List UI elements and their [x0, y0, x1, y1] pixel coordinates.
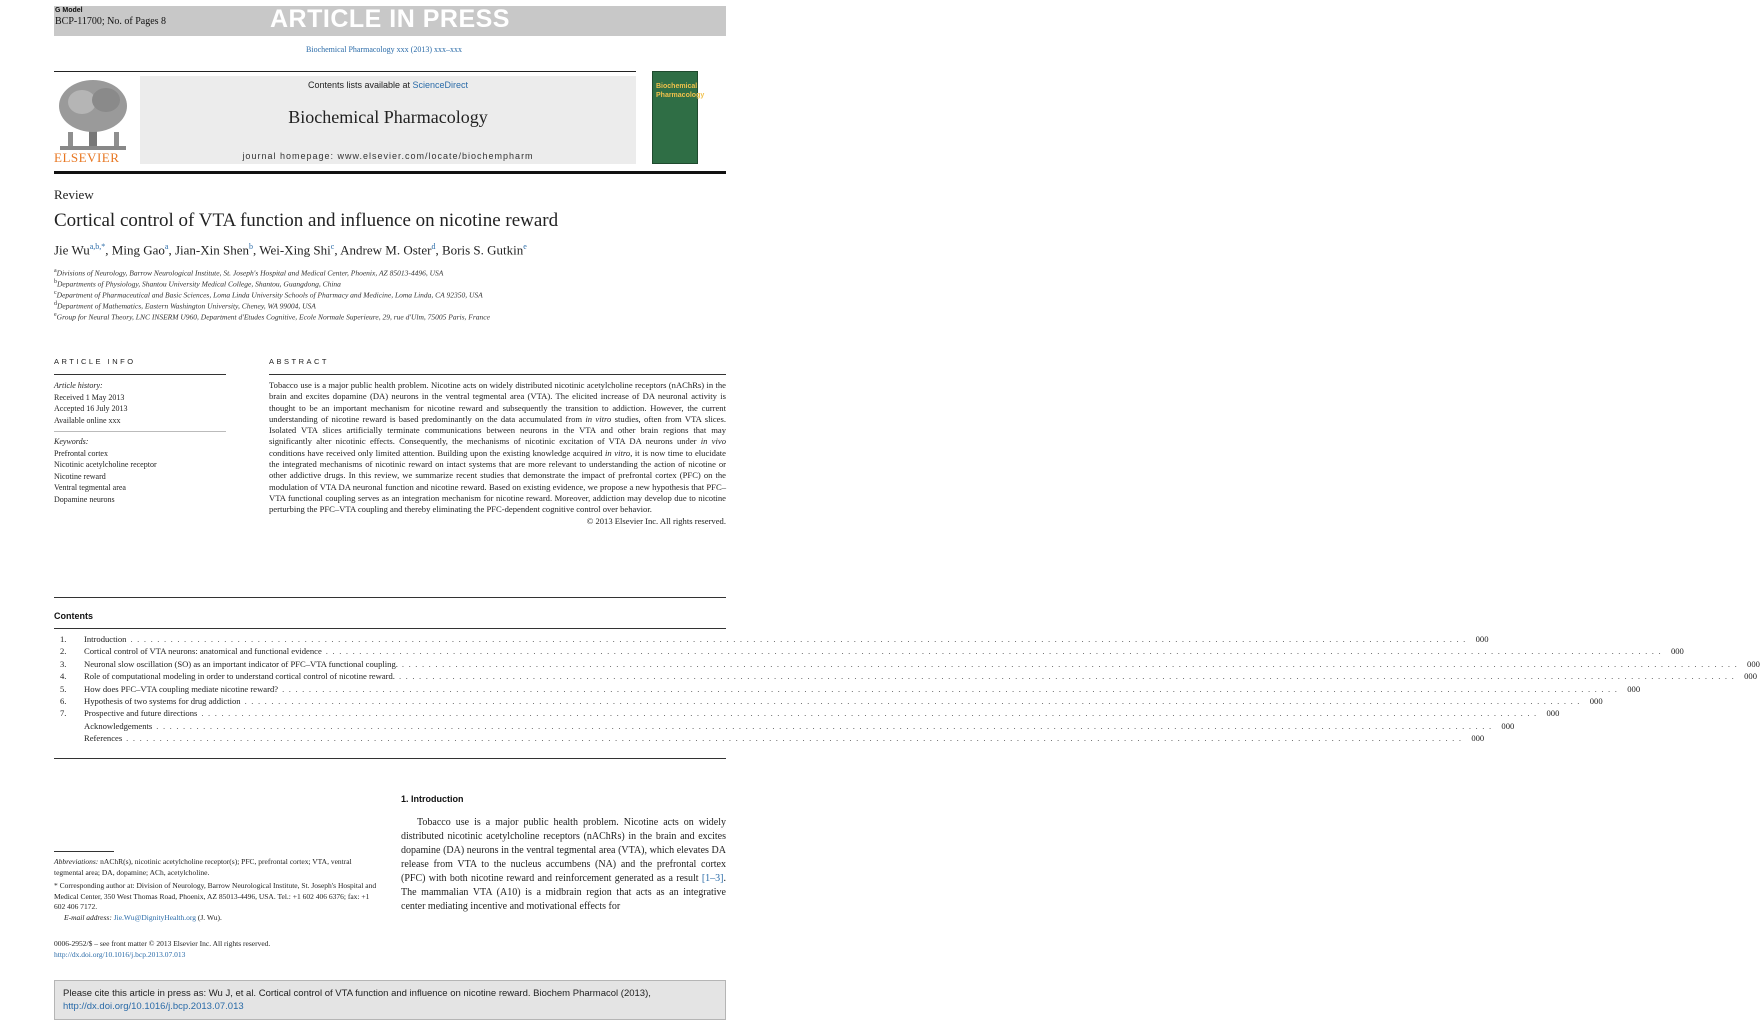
toc-entry[interactable] [60, 646, 1684, 658]
footnote-rule [54, 851, 114, 852]
contents-available-line [140, 80, 636, 90]
article-history [54, 380, 226, 505]
toc-leader-dots: . . . . . . . . . . . . . . . . . . . . . . . . . . . . . . . . . . . . . . . . . . . . . . . . . . . . . . . . . . . . . . . . . . . . . . . . . . . . . . . . . . . . . . . . . . . . . . . . . . . . . . . . . . . . . . . . . . . . . . . . . . . . . . . . . . . . . . . . . . . . . . . . . . . . . . . . . . . . . . . . . . . . . . . . . . . . . . . . . . . . . . . . . . . . . . . . . . . . . . . . [130, 634, 1467, 644]
doi-link[interactable]: http://dx.doi.org/10.1016/j.bcp.2013.07.013 [54, 950, 186, 959]
issn-line: 0006-2952/$ – see front matter © 2013 Elsevier Inc. All rights reserved. [54, 939, 271, 948]
accepted-date: Accepted 16 July 2013 [54, 404, 128, 413]
author-affiliation-marker[interactable]: c [330, 242, 335, 251]
toc-leader-dots: . . . . . . . . . . . . . . . . . . . . . . . . . . . . . . . . . . . . . . . . . . . . . . . . . . . . . . . . . . . . . . . . . . . . . . . . . . . . . . . . . . . . . . . . . . . . . . . . . . . . . . . . . . . . . . . . . . . . . . . . . . . . . . . . . . . . . . . . . . . . . . . . . . . . . . . . . . . . . . . . . . . . . . . . . . . . . . . . . . . . . . . . . . . . . . . . . . . . . . . . [325, 646, 1662, 657]
affiliation-key: a [54, 268, 57, 274]
keywords-label: Keywords: [54, 437, 89, 446]
author-affiliation-marker[interactable]: a,b,* [89, 242, 106, 251]
toc-title[interactable]: Prospective and future directions [84, 708, 198, 719]
affiliation-key: b [54, 279, 57, 285]
keyword: Prefrontal cortex [54, 448, 108, 458]
abbreviations-note: Abbreviations: nAChR(s), nicotinic acetylcholine receptor(s); PFC, prefrontal cortex; VTA, ventral tegmental area; DA, dopamine; ACh, acetylcholine. [54, 857, 352, 877]
toc-title[interactable]: Cortical control of VTA neurons: anatomical and functional evidence [84, 646, 322, 657]
toc-number: 5. [60, 683, 67, 694]
author-separator: , [105, 242, 112, 258]
toc-page-number: 000 [1670, 646, 1684, 657]
author-separator: , [334, 242, 341, 258]
affiliation-line [54, 312, 490, 322]
toc-number: 1. [60, 634, 67, 644]
toc-title[interactable]: Acknowledgements [84, 720, 153, 731]
affiliation-key: e [54, 312, 57, 318]
abstract-bottom-rule [54, 597, 726, 598]
toc-page-number: 000 [1546, 708, 1560, 719]
author-affiliation-marker[interactable]: d [431, 242, 436, 251]
author-list [54, 242, 527, 258]
toc-entry[interactable] [60, 733, 1485, 745]
author-name: Andrew M. Oster [340, 242, 432, 258]
toc-entry[interactable] [60, 720, 1515, 733]
author-name: Jian-Xin Shen [174, 242, 249, 258]
author-separator: , [435, 242, 442, 258]
toc-page-number: 000 [1627, 683, 1641, 694]
toc-leader-dots: . . . . . . . . . . . . . . . . . . . . . . . . . . . . . . . . . . . . . . . . . . . . . . . . . . . . . . . . . . . . . . . . . . . . . . . . . . . . . . . . . . . . . . . . . . . . . . . . . . . . . . . . . . . . . . . . . . . . . . . . . . . . . . . . . . . . . . . . . . . . . . . . . . . . . . . . . . . . . . . . . . . . . . . . . . . . . . . . . . . . . . . . . . . . . . . . . . . . . . . . [201, 708, 1538, 719]
toc-leader-dots: . . . . . . . . . . . . . . . . . . . . . . . . . . . . . . . . . . . . . . . . . . . . . . . . . . . . . . . . . . . . . . . . . . . . . . . . . . . . . . . . . . . . . . . . . . . . . . . . . . . . . . . . . . . . . . . . . . . . . . . . . . . . . . . . . . . . . . . . . . . . . . . . . . . . . . . . . . . . . . . . . . . . . . . . . . . . . . . . . . . . . . . . . . . . . . . . . . . . . . . . [282, 683, 1619, 694]
toc-title[interactable]: Introduction [84, 634, 127, 644]
toc-page-number: 000 [1744, 671, 1757, 682]
author-name: Jie Wu [54, 242, 90, 258]
elsevier-wordmark: ELSEVIER [54, 150, 120, 165]
toc-number: 7. [60, 708, 67, 719]
toc-entry[interactable] [60, 658, 1760, 671]
affiliation-line [54, 268, 443, 278]
article-type: Review [54, 187, 94, 202]
manuscript-id: BCP-11700; No. of Pages 8 [55, 16, 167, 27]
toc-title[interactable]: How does PFC–VTA coupling mediate nicotine reward? [84, 683, 279, 694]
affiliation-key: d [54, 301, 57, 307]
masthead-bottom-rule [54, 171, 726, 174]
contents-bottom-rule [54, 758, 726, 759]
affiliation-line [54, 290, 483, 300]
toc-number: 6. [60, 696, 67, 706]
article-in-press-title: ARTICLE IN PRESS [270, 5, 510, 33]
abstract-rule [269, 374, 726, 375]
toc-leader-dots: . . . . . . . . . . . . . . . . . . . . . . . . . . . . . . . . . . . . . . . . . . . . . . . . . . . . . . . . . . . . . . . . . . . . . . . . . . . . . . . . . . . . . . . . . . . . . . . . . . . . . . . . . . . . . . . . . . . . . . . . . . . . . . . . . . . . . . . . . . . . . . . . . . . . . . . . . . . . . . . . . . . . . . . . . . . . . . . . . . . . . . . . . . . . . . . . . . . . . . . . [126, 733, 1463, 744]
email-note: E-mail address: Jie.Wu@DignityHealth.org (J. Wu). [64, 912, 222, 922]
article-info-heading: ARTICLE INFO [54, 357, 136, 366]
journal-name: Biochemical Pharmacology [288, 107, 488, 127]
toc-number: 4. [60, 671, 67, 682]
contents-available-text: Contents lists available at [307, 80, 413, 90]
copyright-notice: © 2013 Elsevier Inc. All rights reserved. [586, 515, 726, 526]
author-affiliation-marker[interactable]: e [523, 242, 527, 251]
keyword: Nicotinic acetylcholine receptor [54, 460, 157, 469]
toc-page-number: 000 [1501, 720, 1515, 731]
contents-top-rule [54, 628, 726, 629]
toc-page-number: 000 [1747, 658, 1760, 669]
toc-leader-dots: . . . . . . . . . . . . . . . . . . . . . . . . . . . . . . . . . . . . . . . . . . . . . . . . . . . . . . . . . . . . . . . . . . . . . . . . . . . . . . . . . . . . . . . . . . . . . . . . . . . . . . . . . . . . . . . . . . . . . . . . . . . . . . . . . . . . . . . . . . . . . . . . . . . . . . . . . . . . . . . . . . . . . . . . . . . . . . . . . . . . . . . . . . . . . . . . . . . . . . . . [156, 720, 1493, 731]
toc-number: 3. [60, 658, 67, 669]
journal-citation-line[interactable]: Biochemical Pharmacology xxx (2013) xxx–xxx [306, 45, 462, 54]
toc-leader-dots: . . . . . . . . . . . . . . . . . . . . . . . . . . . . . . . . . . . . . . . . . . . . . . . . . . . . . . . . . . . . . . . . . . . . . . . . . . . . . . . . . . . . . . . . . . . . . . . . . . . . . . . . . . . . . . . . . . . . . . . . . . . . . . . . . . . . . . . . . . . . . . . . . . . . . . . . . . . . . . . . . . . . . . . . . . . . . . . . . . . . . . . . . . . . . . . . . . . . . . . . [401, 658, 1738, 669]
author-separator: , [168, 242, 175, 258]
toc-entry[interactable] [60, 696, 1603, 708]
toc-leader-dots: . . . . . . . . . . . . . . . . . . . . . . . . . . . . . . . . . . . . . . . . . . . . . . . . . . . . . . . . . . . . . . . . . . . . . . . . . . . . . . . . . . . . . . . . . . . . . . . . . . . . . . . . . . . . . . . . . . . . . . . . . . . . . . . . . . . . . . . . . . . . . . . . . . . . . . . . . . . . . . . . . . . . . . . . . . . . . . . . . . . . . . . . . . . . . . . . . . . . . . . . [244, 696, 1581, 706]
toc-number: 2. [60, 646, 67, 657]
author-name: Wei-Xing Shi [259, 242, 331, 258]
affiliation-text: Department of Pharmaceutical and Basic Sciences, Loma Linda University Schools of Pharmacy and Medicine, Loma Linda, CA 92350, USA [56, 290, 483, 300]
sciencedirect-link[interactable]: ScienceDirect [412, 80, 469, 90]
affiliation-line [54, 279, 341, 289]
cover-title: Biochemical Pharmacology [656, 83, 705, 99]
abstract-text: Tobacco use is a major public health problem. Nicotine acts on widely distributed nicotinic acetylcholine receptors (nAChRs) in the brain and excites dopamine (DA) neurons in the ventral tegmental area (VTA). The elicited increase of DA neuronal activity is thought to be an important mechanism for nicotine reward and subsequently the transition to addiction. However, the current understanding of nicotine reward is based predominantly on the data accumulated from in vitro studies, often from VTA slices. Isolated VTA slices artificially terminate communications between neurons in the VTA and other brain regions that may significantly alter nicotinic effects. Consequently, the mechanisms of nicotinic excitation of VTA DA neurons under in vivo conditions have received only limited attention. Building upon the existing knowledge acquired in vitro, it is now time to elucidate the integrated mechanisms of nicotinic reward on intact systems that are more relevant to understanding the action of nicotine or other addictive drugs. In this review, we summarize recent studies that demonstrate the impact of prefrontal cortex (PFC) on the modulation of VTA DA neuronal function and nicotine reward. Based on existing evidence, we propose a new hypothesis that PFC–VTA functional coupling serves as an integration mechanism for nicotine reward. Moreover, addiction may develop due to nicotine perturbing the PFC–VTA coupling and thereby eliminating the PFC-dependent cognitive control over behavior. © 2013 Elsevier Inc. All rights reserved. [269, 380, 726, 526]
author-separator: , [252, 242, 260, 258]
affiliation-key: c [54, 290, 57, 296]
cite-this-article-box [54, 980, 726, 1020]
toc-entry[interactable] [60, 634, 1489, 646]
keyword: Nicotine reward [54, 471, 106, 481]
contents-heading: Contents [54, 611, 93, 621]
toc-title[interactable]: References [84, 733, 123, 744]
toc-entry[interactable] [60, 671, 1757, 683]
history-label: Article history: [54, 381, 103, 390]
corresponding-author-note: * Corresponding author at: Division of Neurology, Barrow Neurological Institute, St. Joseph's Hospital and Medical Center, 350 West Thomas Road, Phoenix, AZ 85013-4496, USA. Tel.: +1 602 406 6376; fax: +1 602 406 7172. [54, 881, 377, 912]
citation-doi-link[interactable]: http://dx.doi.org/10.1016/j.bcp.2013.07.013 [63, 1001, 244, 1012]
affiliation-text: Divisions of Neurology, Barrow Neurological Institute, St. Joseph's Hospital and Medical Center, Phoenix, AZ 85013-4496, USA [56, 268, 444, 278]
affiliation-text: Group for Neural Theory, LNC INSERM U960, Department d'Etudes Cognitive, Ecole Normale Superieure, 29, rue d'Ulm, 75005 Paris, France [56, 312, 490, 322]
article-info-rule [54, 374, 226, 375]
gmodel-label: G Model [55, 7, 83, 14]
toc-title[interactable]: Hypothesis of two systems for drug addiction [84, 696, 241, 706]
toc-entry[interactable] [60, 708, 1560, 720]
affiliation-text: Department of Mathematics, Eastern Washington University, Cheney, WA 99004, USA [57, 301, 316, 311]
email-link[interactable]: Jie.Wu@DignityHealth.org [113, 912, 197, 922]
keyword: Dopamine neurons [54, 494, 115, 504]
toc-leader-dots: . . . . . . . . . . . . . . . . . . . . . . . . . . . . . . . . . . . . . . . . . . . . . . . . . . . . . . . . . . . . . . . . . . . . . . . . . . . . . . . . . . . . . . . . . . . . . . . . . . . . . . . . . . . . . . . . . . . . . . . . . . . . . . . . . . . . . . . . . . . . . . . . . . . . . . . . . . . . . . . . . . . . . . . . . . . . . . . . . . . . . . . . . . . . . . . . . . . . . . . . [398, 671, 1735, 682]
keyword: Ventral tegmental area [54, 483, 126, 492]
author-name: Ming Gao [111, 242, 165, 258]
journal-cover-thumbnail [652, 71, 705, 164]
history-divider [54, 431, 226, 432]
journal-homepage[interactable]: journal homepage: www.elsevier.com/locate/biochempharm [242, 151, 534, 161]
citation-text: Please cite this article in press as: Wu J, et al. Cortical control of VTA function and influence on nicotine reward. Biochem Pharmacol (2013), [63, 988, 651, 999]
toc-page-number: 000 [1589, 696, 1603, 706]
author-affiliation-marker[interactable]: b [248, 242, 253, 251]
online-date: Available online xxx [54, 415, 121, 425]
issn-block [54, 938, 270, 960]
author-name: Boris S. Gutkin [441, 242, 524, 258]
article-title: Cortical control of VTA function and influence on nicotine reward [54, 210, 559, 231]
footnotes [54, 857, 382, 924]
received-date: Received 1 May 2013 [54, 392, 125, 402]
toc-page-number: 000 [1475, 634, 1489, 644]
toc-title[interactable]: Neuronal slow oscillation (SO) as an important indicator of PFC–VTA functional coupling. [84, 658, 398, 669]
toc-page-number: 000 [1471, 733, 1485, 744]
abstract-heading: ABSTRACT [269, 357, 330, 366]
affiliation-line [54, 301, 316, 311]
introduction-paragraph: Tobacco use is a major public health problem. Nicotine acts on widely distributed nicotinic acetylcholine receptors (nAChRs) in the brain and excites dopamine (DA) neurons in the ventral tegmental area (VTA), which elevates DA release from VTA to the nucleus accumbens (NA) and the prefrontal cortex (PFC) with both nicotine reward and reinforcement generated as a result [1–3]. The mammalian VTA (A10) is a midbrain region that acts as an integrative center mediating incentive and motivational effects for [401, 817, 726, 912]
affiliation-text: Departments of Physiology, Shantou University Medical College, Shantou, Guangdong, China [57, 279, 341, 289]
masthead-top-rule [54, 71, 636, 72]
author-affiliation-marker[interactable]: a [164, 242, 169, 251]
toc-title[interactable]: Role of computational modeling in order to understand cortical control of nicotine reward. [84, 671, 395, 682]
introduction-heading: 1. Introduction [401, 794, 464, 804]
reference-link[interactable]: [1–3] [701, 873, 724, 884]
toc-entry[interactable] [60, 683, 1641, 696]
